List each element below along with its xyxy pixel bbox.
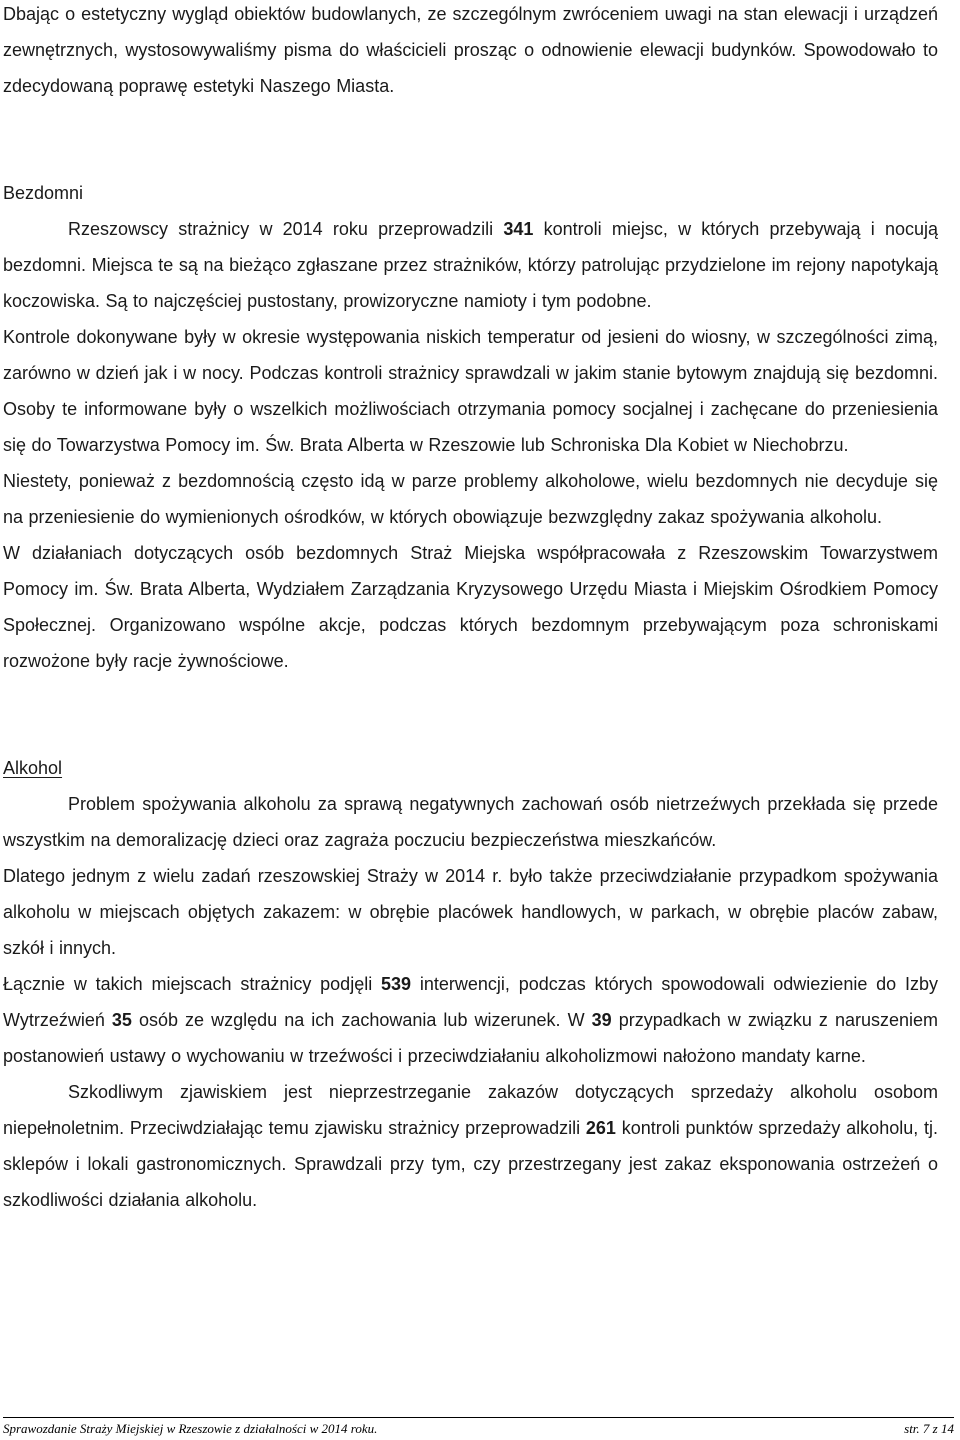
text-run: osób ze względu na ich zachowania lub wizerunek. W xyxy=(131,1010,592,1030)
alkohol-paragraph-2: Dlatego jednym z wielu zadań rzeszowskiej Straży w 2014 r. było także przeciwdziałanie przypadkom spożywania alkoholu w miejscach objętych zakazem: w obrębie placówek handlowych, w parkach, w obrębie placów zabaw, szkół i innych. xyxy=(3,866,938,958)
stat-fines-count: 39 xyxy=(591,1010,612,1030)
intro-paragraph: Dbając o estetyczny wygląd obiektów budowlanych, ze szczególnym zwróceniem uwagi na stan elewacji i urządzeń zewnętrznych, wystosowywaliśmy pisma do właścicieli prosząc o odnowienie elewacji budynków. Spowodowało to zdecydowaną poprawę estetyki Naszego Miasta. xyxy=(3,4,938,96)
bezdomni-paragraph-3: Niestety, ponieważ z bezdomnością często idą w parze problemy alkoholowe, wielu bezdomnych nie decyduje się na przeniesienie do wymienionych ośrodków, w których obowiązuje bezwzględny zakaz spożywania alkoholu. xyxy=(3,471,938,527)
text-run: kontroli miejsc, w których przebywają i nocują bezdomni. Miejsca te są na bieżąco zgłaszane przez strażników, którzy patrolując przydzielone im rejony napotykają koczowiska. Są to najczęściej pustostany, prowizoryczne namioty i tym podobne. xyxy=(3,219,938,311)
text-run: Szkodliwym zjawiskiem jest nieprzestrzeganie zakazów dotyczących sprzedaży alkoholu osobom niepełnoletnim. Przeciwdziałając temu zjawisku strażnicy przeprowadzili xyxy=(3,1082,938,1138)
text-run: interwencji, podczas których spowodowali odwiezienie do Izby Wytrzeźwień xyxy=(3,974,938,1030)
stat-sales-controls-count: 261 xyxy=(585,1118,616,1138)
alkohol-paragraph-1: Problem spożywania alkoholu za sprawą negatywnych zachowań osób nietrzeźwych przekłada się przede wszystkim na demoralizację dzieci oraz zagraża poczuciu bezpieczeństwa mieszkańców. xyxy=(3,794,938,850)
alkohol-paragraph-3 xyxy=(3,966,938,1074)
text-run: przypadkach w związku z naruszeniem postanowień ustawy o wychowaniu w trzeźwości i przeciwdziałaniu alkoholizmowi nałożono mandaty karne. xyxy=(3,1010,939,1066)
document-body xyxy=(3,0,938,1218)
section-gap xyxy=(3,104,938,175)
bezdomni-paragraph-2: Kontrole dokonywane były w okresie występowania niskich temperatur od jesieni do wiosny, w szczególności zimą, zarówno w dzień jak i w nocy. Podczas kontroli strażnicy sprawdzali w jakim stanie bytowym znajdują się bezdomni. Osoby te informowane były o wszelkich możliwościach otrzymania pomocy socjalnej i zachęcane do przeniesienia się do Towarzystwa Pomocy im. Św. Brata Alberta w Rzeszowie lub Schroniska Dla Kobiet w Niechobrzu. xyxy=(3,327,938,455)
section-heading-alkohol xyxy=(3,750,938,786)
section-gap xyxy=(3,679,938,750)
bezdomni-paragraph-4: W działaniach dotyczących osób bezdomnych Straż Miejska współpracowała z Rzeszowskim Towarzystwem Pomocy im. Św. Brata Alberta, Wydziałem Zarządzania Kryzysowego Urzędu Miasta i Miejskim Ośrodkiem Pomocy Społecznej. Organizowano wspólne akcje, podczas których bezdomnym przebywającym poza schroniskami rozwożone były racje żywnościowe. xyxy=(3,543,938,671)
page-number: str. 7 z 14 xyxy=(904,1421,954,1436)
stat-interventions-count: 539 xyxy=(381,974,412,994)
stat-sobering-count: 35 xyxy=(111,1010,132,1030)
bezdomni-paragraph-1 xyxy=(3,211,938,319)
heading-text: Alkohol xyxy=(3,758,63,778)
stat-controls-count: 341 xyxy=(503,219,534,239)
footer-report-title: Sprawozdanie Straży Miejskiej w Rzeszowie z działalności w 2014 roku. xyxy=(3,1421,378,1436)
page-footer xyxy=(3,1417,954,1438)
section-heading-bezdomni: Bezdomni xyxy=(3,183,84,203)
text-run: kontroli punktów sprzedaży alkoholu, tj. sklepów i lokali gastronomicznych. Sprawdzali przy tym, czy przestrzegany jest zakaz eksponowania ostrzeżeń o szkodliwości działania alkoholu. xyxy=(3,1118,939,1210)
text-run: Łącznie w takich miejscach strażnicy podjęli xyxy=(3,974,382,994)
alkohol-paragraph-4 xyxy=(3,1074,938,1218)
text-run: Rzeszowscy strażnicy w 2014 roku przeprowadzili xyxy=(68,219,504,239)
